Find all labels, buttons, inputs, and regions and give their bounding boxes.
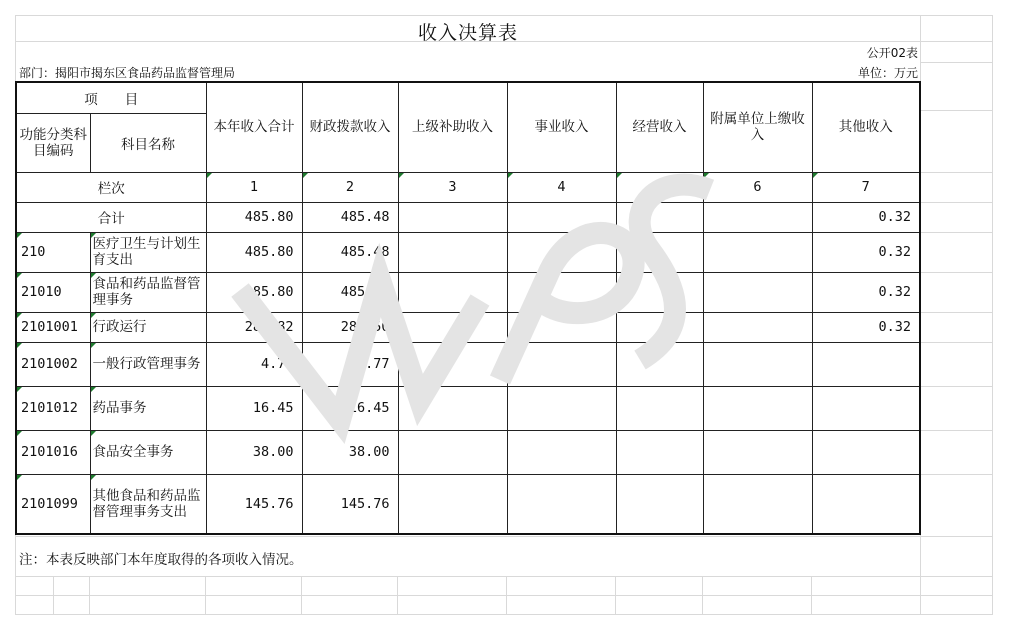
total-value — [703, 202, 812, 232]
row-value — [398, 474, 507, 534]
row-value — [507, 312, 616, 342]
row-value: 485.48 — [302, 272, 398, 312]
form-number: 公开02表 — [866, 46, 918, 60]
row-value — [616, 342, 703, 386]
header-col-6: 附属单位上缴收入 — [703, 82, 812, 172]
row-value — [703, 474, 812, 534]
row-value — [398, 272, 507, 312]
table-row — [16, 342, 920, 386]
row-value — [616, 312, 703, 342]
gridline — [702, 576, 703, 614]
table-row — [16, 386, 920, 430]
table-row — [16, 232, 920, 272]
row-value — [398, 312, 507, 342]
row-value — [703, 386, 812, 430]
row-name: 其他食品和药品监督管理事务支出 — [90, 474, 206, 534]
row-value — [398, 232, 507, 272]
row-value — [398, 342, 507, 386]
gridline — [15, 15, 992, 16]
total-value — [616, 202, 703, 232]
row-value — [812, 386, 920, 430]
row-value — [507, 232, 616, 272]
row-value — [812, 342, 920, 386]
row-code: 2101012 — [16, 386, 90, 430]
row-value — [703, 272, 812, 312]
gridline — [920, 312, 992, 313]
row-value: 145.76 — [302, 474, 398, 534]
row-value — [812, 430, 920, 474]
header-col-3: 上级补助收入 — [398, 82, 507, 172]
gridline — [615, 576, 616, 614]
gridline — [205, 576, 206, 614]
row-value — [616, 474, 703, 534]
row-value — [616, 386, 703, 430]
gridline — [920, 342, 992, 343]
gridline — [992, 15, 993, 615]
row-code: 2101016 — [16, 430, 90, 474]
total-value — [507, 202, 616, 232]
gridline — [15, 614, 992, 615]
row-value — [398, 386, 507, 430]
table-row — [16, 430, 920, 474]
row-code: 2101001 — [16, 312, 90, 342]
gridline — [920, 202, 992, 203]
row-value — [616, 430, 703, 474]
gridline — [301, 576, 302, 614]
row-code: 2101099 — [16, 474, 90, 534]
gridline — [397, 576, 398, 614]
total-value: 485.48 — [302, 202, 398, 232]
row-value — [398, 430, 507, 474]
row-name: 食品安全事务 — [90, 430, 206, 474]
row-value: 485.48 — [302, 232, 398, 272]
gridline — [53, 576, 54, 614]
row-value: 4.77 — [302, 342, 398, 386]
gridline — [89, 576, 90, 614]
row-value — [703, 430, 812, 474]
gridline — [920, 386, 992, 387]
header-func-code: 功能分类科目编码 — [16, 113, 90, 172]
lanci-num: 7 — [812, 172, 920, 202]
row-value: 38.00 — [302, 430, 398, 474]
row-value: 0.32 — [812, 272, 920, 312]
row-name: 医疗卫生与计划生育支出 — [90, 232, 206, 272]
header-col-4: 事业收入 — [507, 82, 616, 172]
header-col-2: 财政拨款收入 — [302, 82, 398, 172]
lanci-num: 2 — [302, 172, 398, 202]
row-value — [507, 342, 616, 386]
row-value — [616, 232, 703, 272]
gridline — [15, 595, 992, 596]
row-value: 0.32 — [812, 312, 920, 342]
header-col-7: 其他收入 — [812, 82, 920, 172]
lanci-num: 1 — [206, 172, 302, 202]
gridline — [920, 62, 992, 63]
row-code: 21010 — [16, 272, 90, 312]
row-value: 485.80 — [206, 272, 302, 312]
row-value: 4.77 — [206, 342, 302, 386]
gridline — [920, 474, 992, 475]
row-value: 145.76 — [206, 474, 302, 534]
gridline — [15, 576, 992, 577]
row-code: 2101002 — [16, 342, 90, 386]
row-value: 485.80 — [206, 232, 302, 272]
gridline — [506, 576, 507, 614]
gridline — [920, 172, 992, 173]
gridline — [920, 110, 992, 111]
unit-label: 单位：万元 — [857, 66, 918, 80]
row-value — [616, 272, 703, 312]
lanci-label: 栏次 — [16, 172, 206, 202]
row-code: 210 — [16, 232, 90, 272]
income-table — [15, 81, 921, 535]
lanci-num: 3 — [398, 172, 507, 202]
gridline — [811, 576, 812, 614]
header-subject-name: 科目名称 — [90, 113, 206, 172]
row-value — [507, 430, 616, 474]
table-row — [16, 272, 920, 312]
lanci-num: 4 — [507, 172, 616, 202]
row-name: 行政运行 — [90, 312, 206, 342]
row-name: 一般行政管理事务 — [90, 342, 206, 386]
row-value: 16.45 — [302, 386, 398, 430]
total-label: 合计 — [16, 202, 206, 232]
row-name: 药品事务 — [90, 386, 206, 430]
row-value — [507, 474, 616, 534]
total-value: 0.32 — [812, 202, 920, 232]
lanci-num: 6 — [703, 172, 812, 202]
table-note: 注：本表反映部门本年度取得的各项收入情况。 — [19, 552, 303, 568]
row-value — [703, 312, 812, 342]
table-row — [16, 474, 920, 534]
row-value — [507, 386, 616, 430]
row-value — [812, 474, 920, 534]
row-value — [703, 232, 812, 272]
total-value: 485.80 — [206, 202, 302, 232]
table-row — [16, 312, 920, 342]
row-value: 280.82 — [206, 312, 302, 342]
row-value — [703, 342, 812, 386]
page-title: 收入决算表 — [418, 22, 519, 44]
department-label: 部门：揭阳市揭东区食品药品监督管理局 — [19, 66, 236, 80]
row-name: 食品和药品监督管理事务 — [90, 272, 206, 312]
gridline — [920, 232, 992, 233]
row-value: 0.32 — [812, 232, 920, 272]
row-value: 16.45 — [206, 386, 302, 430]
row-value — [507, 272, 616, 312]
gridline — [920, 272, 992, 273]
header-item: 项 目 — [16, 82, 206, 113]
row-value: 280.50 — [302, 312, 398, 342]
gridline — [15, 536, 992, 537]
gridline — [920, 430, 992, 431]
header-col-5: 经营收入 — [616, 82, 703, 172]
header-col-1: 本年收入合计 — [206, 82, 302, 172]
total-value — [398, 202, 507, 232]
lanci-num: 5 — [616, 172, 703, 202]
row-value: 38.00 — [206, 430, 302, 474]
